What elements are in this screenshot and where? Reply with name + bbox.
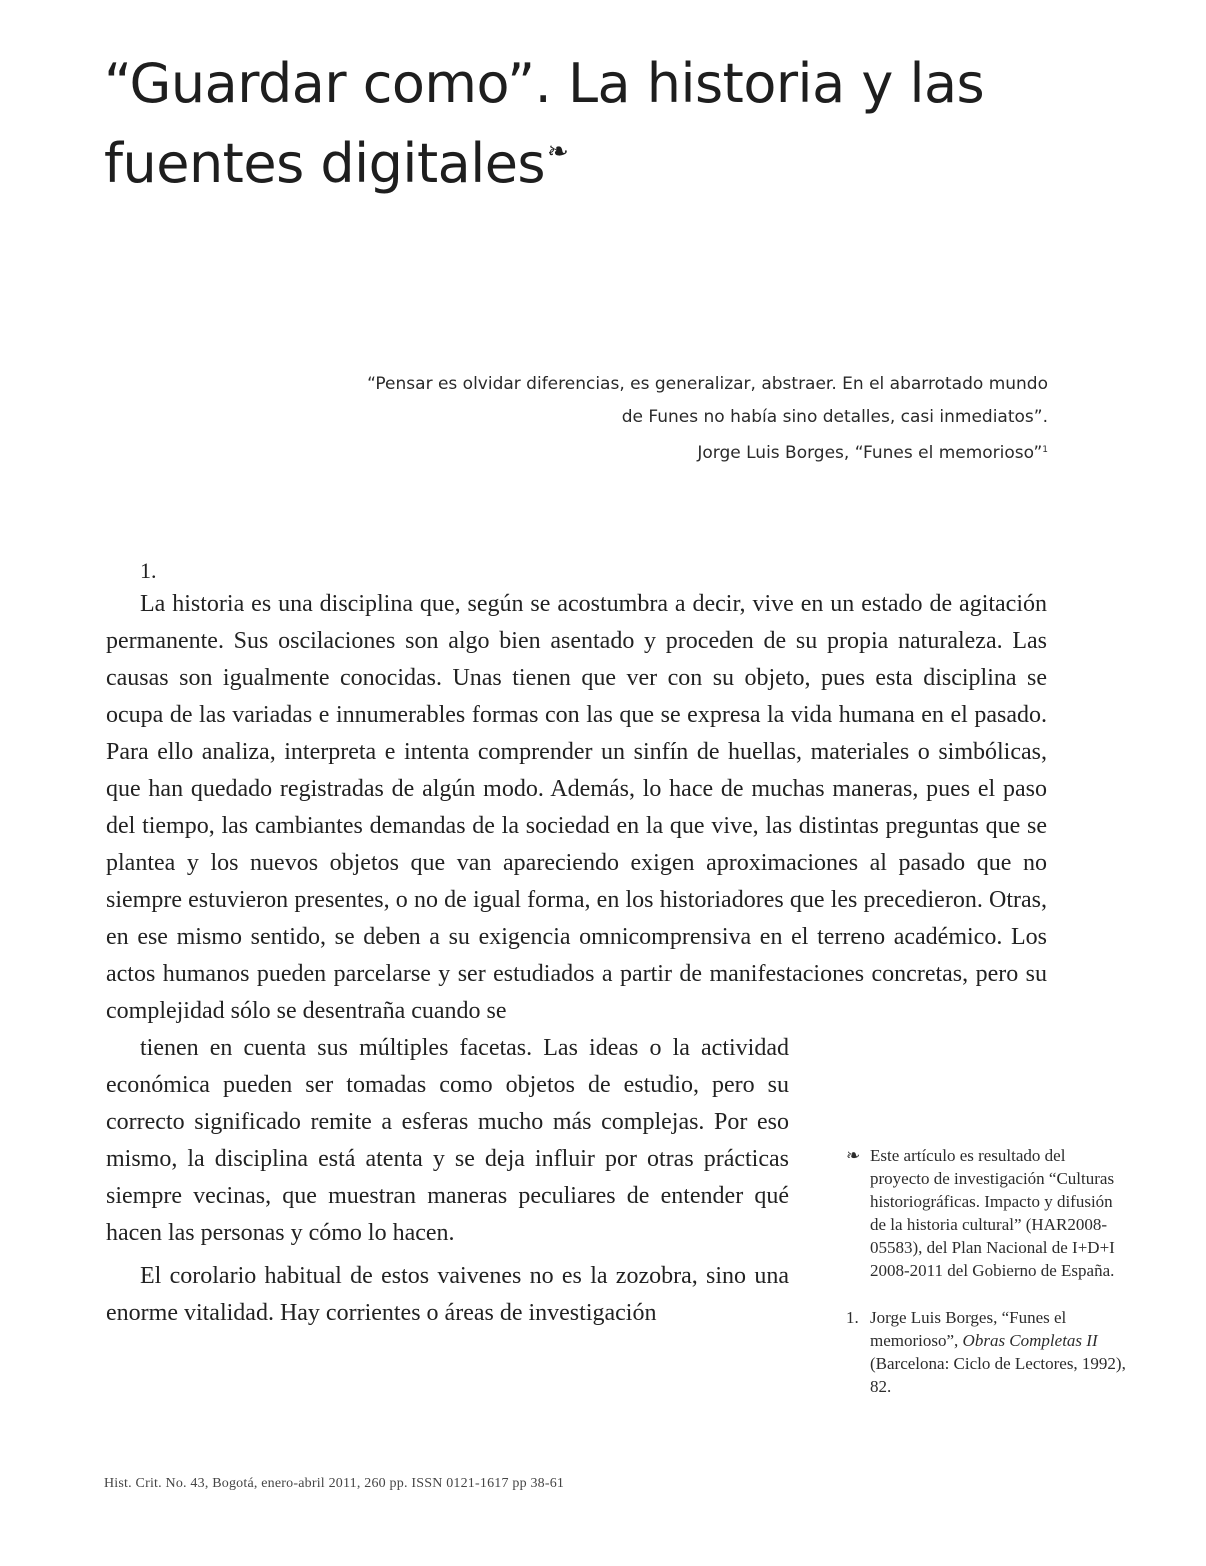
epigraph — [288, 368, 1048, 470]
title-text: “Guardar como”. La historia y las fuentes digitales — [104, 52, 985, 195]
page-footer: Hist. Crit. No. 43, Bogotá, enero-abril 2011, 260 pp. ISSN 0121-1617 pp 38-61 — [104, 1476, 565, 1491]
footnote-acknowledgement-text: Este artículo es resultado del proyecto de investigación “Culturas historiográficas. Impacto y difusión de la historia cultural” (HAR2008-05583), del Plan Nacional de I+D+I 2008-2011 del Gobierno de España. — [870, 1146, 1115, 1280]
epigraph-note-ref: 1 — [1042, 445, 1048, 455]
page-title — [104, 50, 1004, 198]
footnote-1-text-after: (Barcelona: Ciclo de Lectores, 1992), 82. — [870, 1354, 1126, 1396]
epigraph-attribution: Jorge Luis Borges, “Funes el memorioso” — [697, 443, 1043, 463]
footnote-acknowledgement — [846, 1144, 1126, 1282]
footnotes — [846, 1144, 1126, 1422]
footnote-1-number: 1. — [846, 1308, 859, 1327]
title-note-mark: ❧ — [547, 137, 569, 167]
footnote-1 — [846, 1306, 1126, 1398]
paragraph-1-full-width: La historia es una disciplina que, según se acostumbra a decir, vive en un estado de agitación permanente. Sus oscilaciones son algo bien asentado y proceden de su propia naturaleza. Las causas son igualmente conocidas. Unas tienen que ver con su objeto, pues esta disciplina se ocupa de las variadas e innumerables formas con las que se expresa la vida humana en el pasado. Para ello analiza, interpreta e intenta comprender un sinfín de huellas, materiales o simbólicas, que han quedado registradas de algún modo. Además, lo hace de muchas maneras, pues el paso del tiempo, las cambiantes demandas de la sociedad en la que vive, las distintas preguntas que se plantea y los nuevos objetos que van apareciendo exigen aproximaciones al pasado que no siempre estuvieron presentes, o no de igual forma, en los historiadores que les precedieron. Otras, en ese mismo sentido, se deben a su exigencia omnicomprensiva en el terreno académico. Los actos humanos pueden parcelarse y ser estudiados a partir de manifestaciones concretas, pero su complejidad sólo se desentraña cuando se — [106, 591, 1047, 1024]
paragraph-1-narrow: tienen en cuenta sus múltiples facetas. Las ideas o la actividad económica pueden ser tomadas como objetos de estudio, pero su correcto significado remite a esferas mucho más complejas. Por eso mismo, la disciplina está atenta y se deja influir por otras prácticas siempre vecinas, que muestran maneras peculiares de entender qué hacen las personas y cómo lo hacen. — [106, 1035, 789, 1246]
paragraph-2: El corolario habitual de estos vaivenes no es la zozobra, sino una enorme vitalidad. Hay corrientes o áreas de investigación — [106, 1263, 789, 1326]
epigraph-line-2: de Funes no había sino detalles, casi inmediatos”. — [621, 407, 1048, 427]
footnote-mark-icon: ❧ — [846, 1146, 861, 1165]
epigraph-line-1: “Pensar es olvidar diferencias, es generalizar, abstraer. En el abarrotado mundo — [367, 374, 1048, 394]
footnote-1-text-before: Jorge Luis Borges, “Funes el memorioso”, — [870, 1308, 1067, 1350]
section-number: 1. — [140, 558, 157, 583]
epigraph-attribution-line — [288, 434, 1048, 470]
footnote-1-book-title: Obras Completas II — [962, 1331, 1098, 1350]
